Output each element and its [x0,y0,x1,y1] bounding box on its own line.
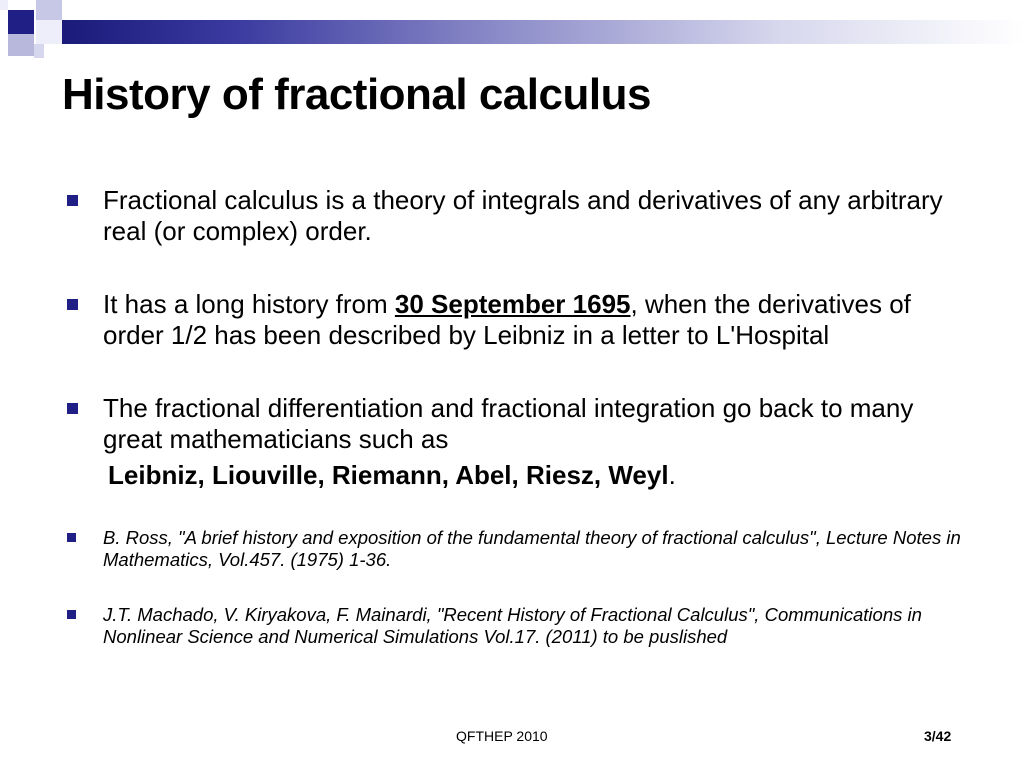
bullet-text: Fractional calculus is a theory of integrals and derivatives of any arbitrary real (or complex) order. [103,185,943,246]
bullet-square-icon [67,533,76,542]
bullet-item-mathematicians [62,393,962,491]
names-bold: Leibniz, Liouville, Riemann, Abel, Riesz, Weyl [108,460,669,490]
header-square [8,34,34,56]
slide-title: History of fractional calculus [62,70,651,119]
reference-item-machado [62,604,962,648]
header-square [36,20,62,44]
header-gradient-bar [62,20,1024,44]
bullet-text: The fractional differentiation and fractional integration go back to many great mathematicians such as [103,393,914,454]
bullet-text: It has a long history from [103,289,395,319]
bullet-item-definition [62,185,962,246]
footer-page-number: 3/42 [924,728,952,744]
header-square [8,10,34,34]
header-square [0,0,8,10]
date-link[interactable]: 30 September 1695 [394,289,631,319]
bullet-item-history [62,289,962,350]
reference-text: J.T. Machado, V. Kiryakova, F. Mainardi, "Recent History of Fractional Calculus", Communications in Nonlinear Science and Numerical Simulations Vol.17. (2011) to be puslished [103,603,922,647]
bullet-list [62,185,962,648]
bullet-square-icon [67,403,78,414]
names-period: . [668,460,676,490]
header-square [34,44,44,58]
bullet-text: , when the derivatives of order 1/2 has been described by Leibniz in a letter to L'Hospital [103,289,911,350]
bullet-square-icon [67,299,78,310]
header-square [36,0,62,20]
reference-item-ross [62,527,962,571]
bullet-square-icon [67,610,76,619]
footer-event: QFTHEP 2010 [456,728,548,744]
bullet-square-icon [67,195,78,206]
mathematician-names [103,460,962,491]
reference-text: B. Ross, "A brief history and exposition of the fundamental theory of fractional calculus", Lecture Notes in Mathematics, Vol.457. (1975) 1-36. [103,526,961,570]
